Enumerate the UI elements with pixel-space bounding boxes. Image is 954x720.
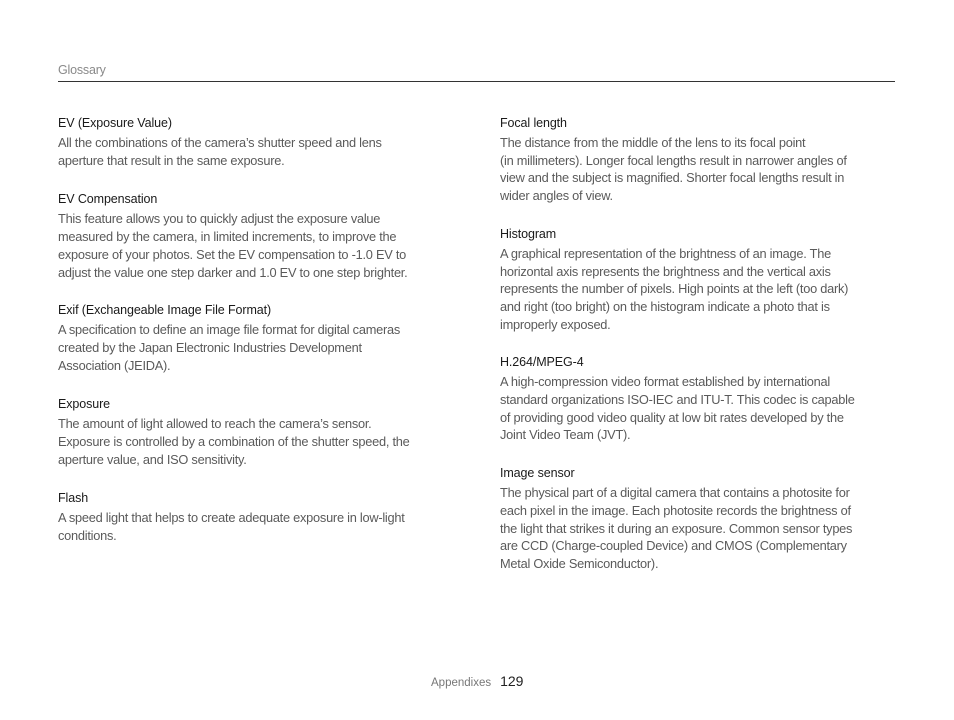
glossary-entry	[500, 354, 900, 444]
glossary-definition: A graphical representation of the brightness of an image. The horizontal axis represents the brightness and the vertical axis represents the number of pixels. High points at the left (too dark) and right (too bright) on the histogram indicate a photo that is improperly exposed.	[500, 245, 849, 332]
page-header	[58, 62, 895, 82]
glossary-entry	[58, 396, 458, 468]
glossary-term: Histogram	[500, 226, 557, 241]
glossary-entry	[58, 115, 458, 169]
footer-section-label: Appendixes	[431, 677, 492, 689]
glossary-column-right	[500, 115, 900, 573]
glossary-term: H.264/MPEG-4	[500, 355, 584, 370]
page-number: 129	[500, 673, 524, 689]
glossary-entry	[500, 465, 900, 573]
section-title: Glossary	[58, 63, 106, 77]
glossary-column-left	[58, 115, 458, 545]
glossary-term: Flash	[58, 491, 89, 506]
glossary-definition: This feature allows you to quickly adjust the exposure value measured by the camera, in limited increments, to improve the exposure of your photos. Set the EV compensation to -1.0 EV to adjust the value one step darker and 1.0 EV to one step brighter.	[58, 211, 408, 280]
glossary-definition: The amount of light allowed to reach the camera’s sensor. Exposure is controlled by a combination of the shutter speed, the aperture value, and ISO sensitivity.	[58, 416, 410, 467]
page-footer	[431, 673, 523, 689]
glossary-term: Exposure	[58, 397, 111, 412]
glossary-entry	[58, 302, 458, 374]
glossary-entry	[500, 115, 900, 205]
glossary-entry	[500, 226, 900, 334]
glossary-definition: All the combinations of the camera’s shutter speed and lens aperture that result in the same exposure.	[58, 135, 382, 168]
glossary-term: Exif (Exchangeable Image File Format)	[58, 303, 272, 318]
glossary-term: EV Compensation	[58, 192, 158, 207]
glossary-entry	[58, 191, 458, 281]
glossary-term: Image sensor	[500, 466, 575, 481]
glossary-definition: A speed light that helps to create adequate exposure in low-light conditions.	[58, 510, 405, 544]
glossary-definition: The distance from the middle of the lens to its focal point (in millimeters). Longer focal lengths result in narrower angles of view and the subject is magnified. Shorter focal lengths result in wider angles of view.	[500, 135, 847, 204]
glossary-term: Focal length	[500, 116, 567, 130]
glossary-term: EV (Exposure Value)	[58, 116, 172, 130]
glossary-entry	[58, 490, 458, 544]
glossary-definition: The physical part of a digital camera that contains a photosite for each pixel in the image. Each photosite records the brightness of the light that strikes it during an exposure. Common sensor types are CCD (Charge-coupled Device) and CMOS (Complementary Metal Oxide Semiconductor).	[500, 485, 853, 571]
glossary-definition: A specification to define an image file format for digital cameras created by the Japan Electronic Industries Development Association (JEIDA).	[58, 322, 400, 373]
glossary-definition: A high-compression video format established by international standard organizations ISO-IEC and ITU-T. This codec is capable of providing good video quality at low bit rates developed by the Joint Video Team (JVT).	[500, 374, 855, 443]
